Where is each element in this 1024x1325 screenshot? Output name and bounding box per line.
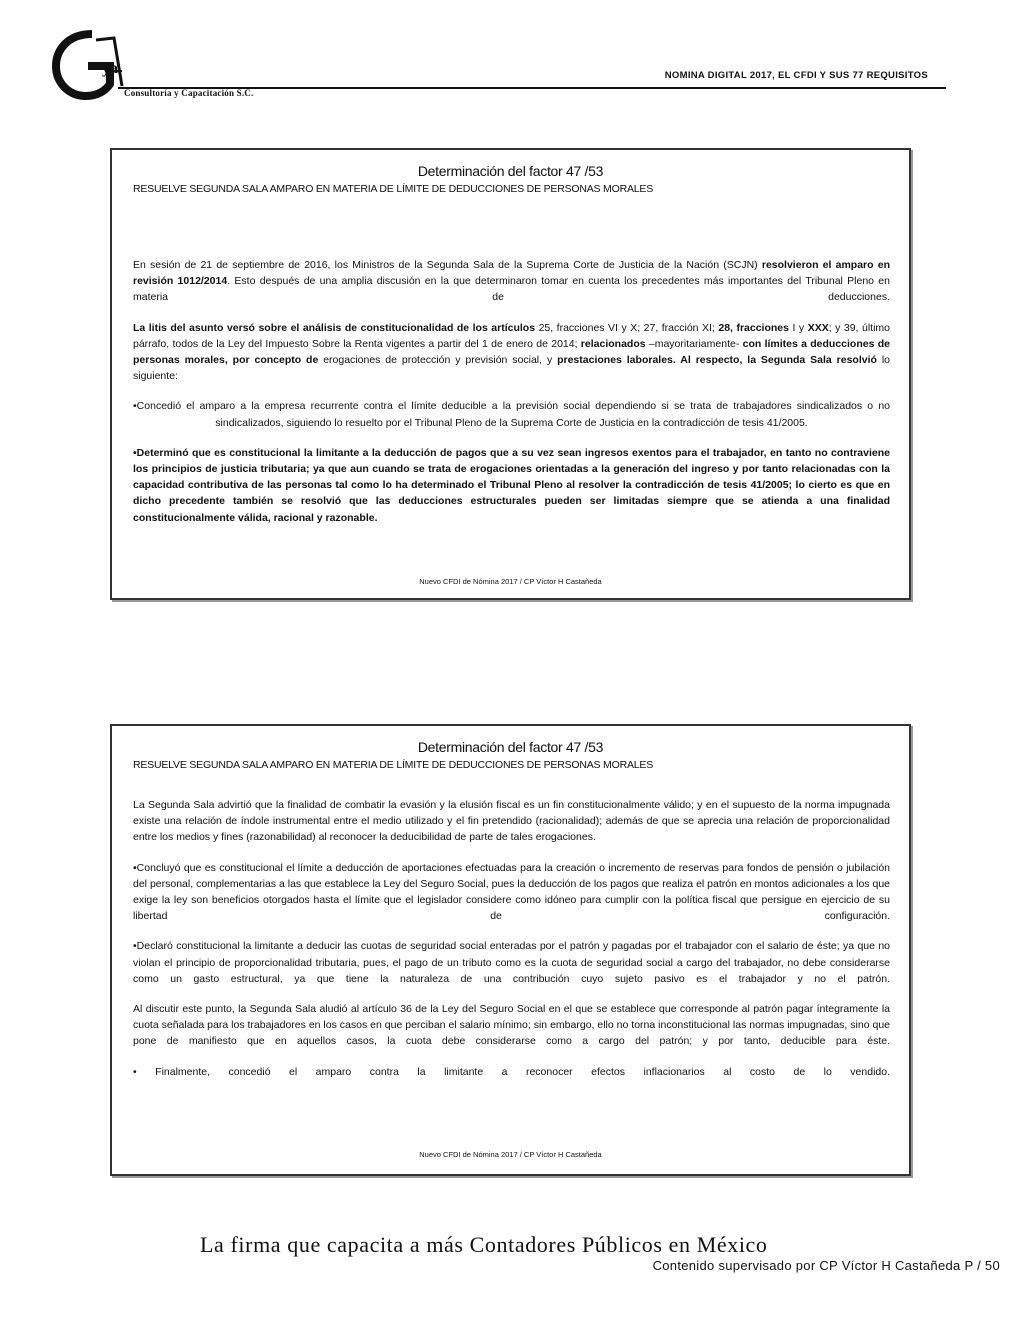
text-run: –mayoritariamente- bbox=[645, 337, 743, 350]
paragraph-finalmente: • Finalmente, concedió el amparo contra la limitante a reconocer efectos inflacionarios al costo de lo vendido. bbox=[133, 1065, 890, 1078]
slide-title: Determinación del factor 47 /53 bbox=[417, 739, 604, 755]
text-run: En sesión de 21 de septiembre de 2016, los Ministros de la Segunda Sala de la Suprema Corte de Justicia de la Nación (SCJN) bbox=[133, 259, 762, 271]
text-run-bold: 28, fracciones bbox=[718, 321, 793, 334]
paragraph-sesion bbox=[133, 257, 890, 306]
paragraph-concedio: •Concedió el amparo a la empresa recurrente contra el límite deducible a la previsión social dependiendo si se trata de trabajadores sindicalizados o no sindicalizados, siguiendo lo resuelto por el Tribunal Pleno de la Suprema Corte de Justicia en la contradicción de tesis 41/2005. bbox=[133, 400, 890, 429]
logo-initials: ya bbox=[102, 60, 118, 77]
paragraph-articulo-36: Al discutir este punto, la Segunda Sala aludió al artículo 36 de la Ley del Seguro Social en el que se establece que corresponde al patrón pagar íntegramente la cuota señalada para los trabajadores en los casos en que perciban el salario mínimo; sin embargo, ello no torna inconstitucional las normas impugnadas, sino que pone de manifiesto que en aquellos casos, la cuota debe considerarse como a cargo del patrón; y por tanto, deducible para éste. bbox=[133, 1003, 890, 1048]
paragraph-concluyo: •Concluyó que es constitucional el límite a deducción de aportaciones efectuadas para la creación o incremento de reservas para fondos de pensión o jubilación del personal, complementarias a las que establece la Ley del Seguro Social, pues la deducción de los pagos que realiza el patrón en montos adicionales a los que exige la ley son beneficios otorgados hasta el límite que el legislador considere como idóneo para cumplir con la política fiscal que persigue en ejercicio de su libertad de configuración. bbox=[133, 861, 890, 923]
text-run-bold: relacionados bbox=[580, 337, 646, 350]
text-run-bold: con límites a deducciones de personas morales, por concepto de bbox=[133, 337, 890, 367]
slide-body bbox=[112, 257, 909, 526]
slide-title: Determinación del factor 47 /53 bbox=[417, 163, 604, 179]
text-run-bold: XXX bbox=[807, 321, 829, 334]
text-run: erogaciones de protección y previsión social, y bbox=[323, 354, 558, 367]
slide-2 bbox=[110, 724, 911, 1176]
text-run-bold: resolvieron el amparo en revisión 1012/2014 bbox=[133, 259, 890, 288]
text-run: lo siguiente: bbox=[133, 354, 891, 383]
text-run: ; y 39, último párrafo, todos de la Ley del Impuesto Sobre la Renta vigentes a partir del 1 de enero de 2014; bbox=[133, 321, 890, 350]
paragraph-determino: •Determinó que es constitucional la limitante a la deducción de pagos que a su vez sean ingresos exentos para el trabajador, en tanto no contraviene los principios de justicia tributaria; ya que aun cuando se trata de erogaciones orientadas a la generación del ingreso y por tanto relacionadas con la capacidad contributiva de las personas tal como lo ha determinado el Tribunal Pleno al resolver la contradicción de tesis 41/2005; lo cierto es que en dicho precedente también se resolvió que las deducciones estructurales pueden ser limitadas siempre que se atienda a una finalidad constitucionalmente válida, racional y razonable. bbox=[133, 446, 890, 524]
page-credit: Contenido supervisado por CP Víctor H Castañeda P / 50 bbox=[652, 1258, 1000, 1273]
paragraph-litis bbox=[133, 320, 890, 385]
page-tagline: La firma que capacita a más Contadores Públicos en México bbox=[200, 1232, 768, 1257]
text-run-bold: prestaciones laborales. Al respecto, la Segunda Sala resolvió bbox=[557, 354, 877, 367]
header-divider bbox=[118, 87, 946, 89]
slide-subtitle: RESUELVE SEGUNDA SALA AMPARO EN MATERIA DE LÍMITE DE DEDUCCIONES DE PERSONAS MORALES bbox=[133, 759, 653, 771]
paragraph-declaro: •Declaró constitucional la limitante a deducir las cuotas de seguridad social enteradas por el patrón y pagadas por el trabajador con el salario de éste; ya que no violan el principio de proporcionalidad tributaria, pues, el pago de un tributo como es la cuota de seguridad social a cargo del trabajador, no debe considerarse como un gasto estructural, ya que tiene la naturaleza de una contribución cuyo sujeto pasivo es el trabajador y no el patrón. bbox=[133, 940, 890, 985]
logo-subtitle: Consultoría y Capacitación S.C. bbox=[124, 88, 254, 98]
paragraph-advirtio: La Segunda Sala advirtió que la finalidad de combatir la evasión y la elusión fiscal es un fin constitucionalmente válido; y en el supuesto de la norma impugnada existe una relación de índole instrumental entre el medio utilizado y el fin pretendido (racionalidad); además de que se aprecia una relación de proporcionalidad entre los medios y fines (razonabilidad) al reconocer la deducibilidad de parte de tales erogaciones. bbox=[133, 799, 890, 844]
slide-subtitle: RESUELVE SEGUNDA SALA AMPARO EN MATERIA DE LÍMITE DE DEDUCCIONES DE PERSONAS MORALES bbox=[133, 183, 653, 195]
slide-footer-note: Nuevo CFDI de Nómina 2017 / CP Víctor H Castañeda bbox=[419, 577, 602, 586]
text-run: . Esto después de una amplia discusión en la que determinaron tomar en cuenta los precedentes más importantes del Tribunal Pleno en materia de deducciones. bbox=[133, 275, 890, 304]
slide-body bbox=[112, 797, 909, 1080]
text-run: 25, fracciones VI y X; 27, fracción XI; bbox=[538, 321, 719, 334]
document-title: NOMINA DIGITAL 2017, EL CFDI Y SUS 77 REQUISITOS bbox=[664, 70, 928, 81]
slide-1 bbox=[110, 148, 911, 600]
text-run: I y bbox=[792, 321, 808, 334]
slide-footer-note: Nuevo CFDI de Nómina 2017 / CP Víctor H Castañeda bbox=[419, 1150, 602, 1159]
text-run-bold: La litis del asunto versó sobre el análisis de constitucionalidad de los artículos bbox=[133, 321, 539, 334]
